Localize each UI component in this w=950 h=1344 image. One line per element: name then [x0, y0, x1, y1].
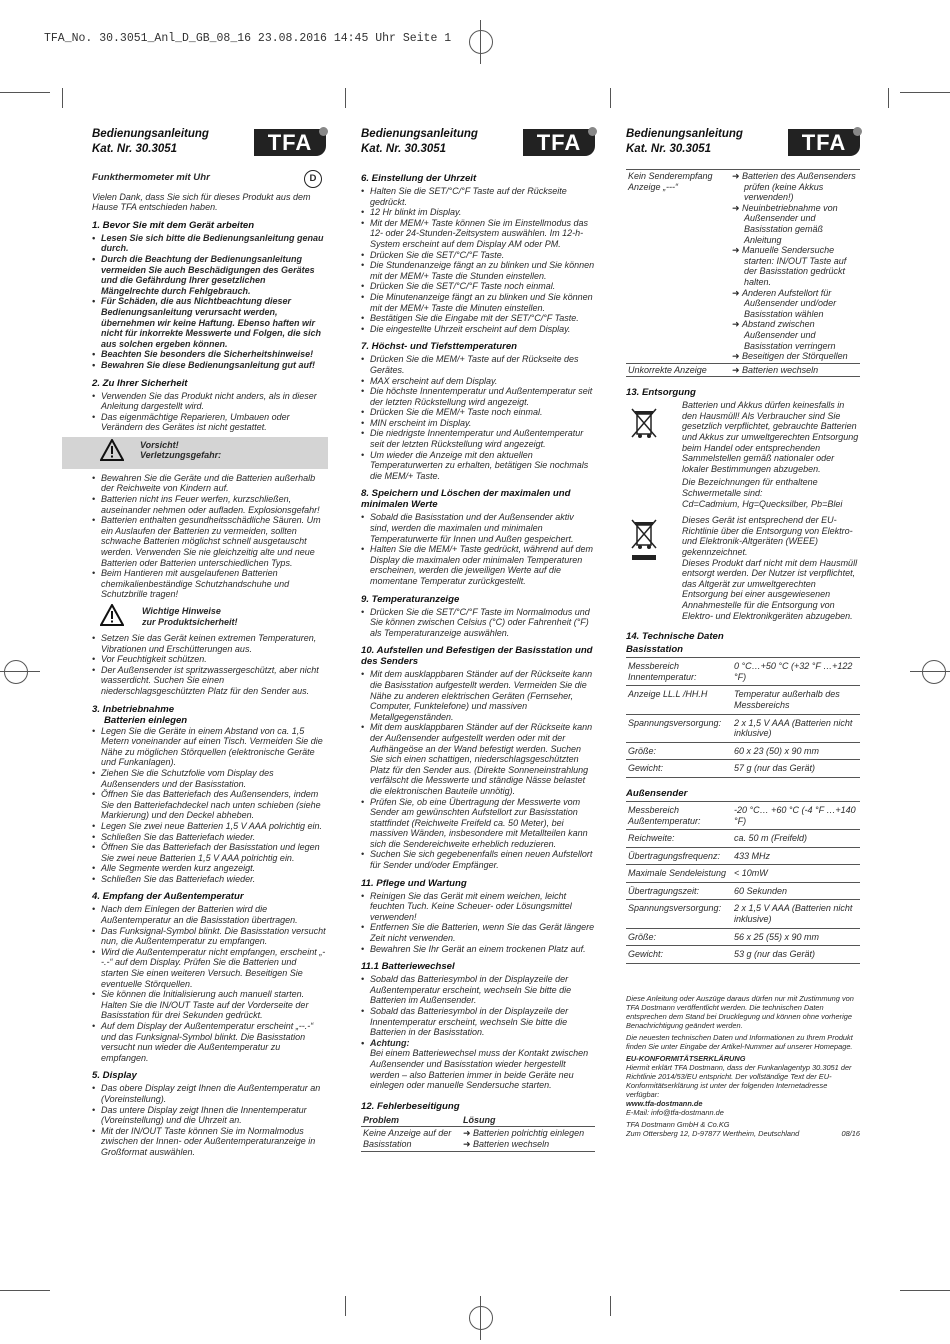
note-title: Wichtige Hinweise: [142, 606, 221, 616]
crop-mark: [900, 1290, 950, 1291]
spec-value: Temperatur außerhalb des Messbereichs: [732, 686, 860, 714]
table-row: [626, 760, 860, 778]
column-2: [361, 127, 595, 1152]
spec-value: ca. 50 m (Freifeld): [732, 830, 860, 848]
crop-mark: [900, 92, 950, 93]
section-list: [361, 607, 595, 639]
disposal-weee: [626, 515, 860, 621]
section-heading: 11. Pflege und Wartung: [361, 877, 467, 889]
section-list: [361, 891, 595, 955]
spec-value: 60 x 23 (50) x 90 mm: [732, 742, 860, 760]
solution-text: Anderen Aufstellort für Außensender und/oder Basisstation wählen: [742, 287, 837, 319]
solution-text: Neuinbetriebnahme von Außensender und Basisstation gemäß Anleitung: [742, 202, 838, 245]
section-list: [92, 391, 326, 433]
crop-mark: [480, 20, 481, 64]
section-heading: 6. Einstellung der Uhrzeit: [361, 173, 477, 184]
disposal-text: Dieses Gerät ist entsprechend der EU-Richtlinie über die Entsorgung von Elektro- und Elektronik-Altgeräten (WEEE) gekennzeichnet.: [682, 515, 853, 557]
safety-note: [92, 606, 326, 630]
section-list: [92, 473, 326, 600]
registration-mark-icon: [469, 1306, 493, 1330]
spec-label: Anzeige LL.L /HH.H: [626, 686, 732, 714]
list-item: • Beachten Sie besonders die Sicherheitshinweise!: [92, 349, 326, 360]
solution-text: Batterien des Außensenders prüfen (keine Akkus verwenden!): [742, 171, 856, 203]
table-row: [626, 714, 860, 742]
section-list: [92, 1083, 326, 1157]
product-title: [92, 173, 326, 184]
section-heading: 5. Display: [92, 1070, 137, 1082]
troubleshooting-table: [361, 1114, 595, 1152]
list-item: • Drücken Sie die MEM/+ Taste auf der Rückseite des Gerätes.: [361, 354, 595, 375]
list-item: • Das obere Display zeigt Ihnen die Außentemperatur an (Voreinstellung).: [92, 1083, 326, 1104]
list-item: • Batterien enthalten gesundheitsschädliche Säuren. Um ein Auslaufen der Batterien zu vermeiden, sollten schwache Batterien möglichst schnell ausgetauscht werden. Verwenden Sie nie gleichzeitig alte und neue Batterien oder Batterien unterschiedlichen Typs.: [92, 515, 326, 568]
section-heading: 1. Bevor Sie mit dem Gerät arbeiten: [92, 219, 255, 231]
list-item: • Legen Sie die Geräte in einem Abstand von ca. 1,5 Metern voneinander auf einen Tisch. Vermeiden Sie die Nähe zu möglichen Störquellen (elektronische Geräte und Funkanlagen).: [92, 726, 326, 768]
arrow-icon: ➜: [732, 351, 743, 362]
page-header: [92, 127, 326, 165]
battery-note: Bei einem Batteriewechsel muss der Kontakt zwischen Außensender und Basisstation wieder hergestellt werden – also Batterien immer in beide Geräte neu einlegen oder manuelle Sendersuche starten.: [370, 1048, 589, 1091]
list-item: • Bewahren Sie die Geräte und die Batterien außerhalb der Reichweite von Kindern auf.: [92, 473, 326, 494]
list-item: • Das eigenmächtige Reparieren, Umbauen oder Verändern des Gerätes ist nicht gestattet.: [92, 412, 326, 433]
column-1: [92, 127, 326, 1158]
list-item: • Mit dem ausklappbaren Ständer auf der Rückseite kann der Außensender aufgestellt werden oder mit der Aufhängeöse an der Wand befestigt werden. Suchen Sie sich einen schattigen, niederschlagsgeschützten Platz für den Sender aus. (Direkte Sonneneinstrahlung verfälscht die Messwerte und ständige Nässe belastet die elektronischen Bauteile unnötig).: [361, 722, 595, 796]
list-item: • Suchen Sie sich gegebenenfalls einen neuen Aufstellort für Sender und/oder Empfänger.: [361, 849, 595, 870]
list-item: • Halten Sie die MEM/+ Taste gedrückt, während auf dem Display die maximalen oder minimalen Temperaturen erscheinen, werden die jeweiligen Werte auf die momentane Temperatur zurückgestellt.: [361, 544, 595, 586]
registration-mark-icon: [4, 660, 28, 684]
crop-mark: [610, 88, 611, 108]
spec-value: 53 g (nur das Gerät): [732, 946, 860, 964]
crop-mark: [0, 1290, 50, 1291]
problem-cell: Keine Anzeige auf der Basisstation: [361, 1127, 461, 1151]
list-item: • Verwenden Sie das Produkt nicht anders, als in dieser Anleitung dargestellt wird.: [92, 391, 326, 412]
doc-title: Bedienungsanleitung: [92, 128, 209, 140]
warning-icon: [100, 439, 124, 461]
product-name: Funkthermometer mit Uhr: [92, 172, 210, 183]
intro-text: Vielen Dank, dass Sie sich für dieses Produkt aus dem Hause TFA entschieden haben.: [92, 191, 311, 213]
spec-label: Spannungsversorgung:: [626, 900, 732, 928]
table-row: [626, 801, 860, 829]
spec-label: Übertragungszeit:: [626, 882, 732, 900]
list-item: • Der Außensender ist spritzwassergeschützt, aber nicht wasserdicht. Suchen Sie einen niederschlagsgeschützten Platz für den Sender aus.: [92, 665, 326, 697]
page-header: [361, 127, 595, 165]
section-heading: 10. Aufstellen und Befestigen der Basisstation und des Senders: [361, 645, 593, 668]
list-item: • Alle Segmente werden kurz angezeigt.: [92, 863, 326, 874]
list-item: • Reinigen Sie das Gerät mit einem weichen, leicht feuchten Tuch. Keine Scheuer- oder Lösungsmittel verwenden!: [361, 891, 595, 923]
address-line: [626, 1129, 860, 1138]
list-item: • Die niedrigste Innentemperatur und Außentemperatur seit der letzten Rückstellung wird angezeigt.: [361, 428, 595, 449]
section-heading: 13. Entsorgung: [626, 387, 696, 399]
table-row: [626, 847, 860, 865]
problem-cell: Kein Senderempfang Anzeige „---“: [626, 170, 730, 364]
section-heading: 9. Temperaturanzeige: [361, 593, 460, 605]
warning-icon: [100, 604, 124, 626]
section-heading: 14. Technische Daten: [626, 631, 724, 643]
column-3: [626, 127, 860, 1138]
section-list: [361, 512, 595, 586]
print-slug: TFA_No. 30.3051_Anl_D_GB_08_16 23.08.2016 14:45 Uhr Seite 1: [44, 32, 452, 45]
section-list: [361, 974, 595, 1048]
list-item: • Schließen Sie das Batteriefach wieder.: [92, 832, 326, 843]
table-row: [626, 830, 860, 848]
footer-text: Hiermit erklärt TFA Dostmann, dass der Funkanlagentyp 30.3051 der Richtlinie 2014/53/EU entspricht. Der vollständige Text der EU-Konformitätserklärung ist unter der folgenden Internetadresse verfügbar:: [626, 1062, 852, 1099]
solution-text: Manuelle Sendersuche starten: IN/OUT Taste auf der Basisstation gedrückt halten.: [742, 245, 847, 287]
list-item: • Bestätigen Sie die Eingabe mit der SET/°C/°F Taste.: [361, 313, 595, 324]
section-list: [92, 233, 326, 371]
section-heading-text: 3. Inbetriebnahme: [92, 703, 175, 715]
crossed-bin-icon: [626, 517, 662, 563]
list-item: • Das Funksignal-Symbol blinkt. Die Basisstation versucht nun, die Außentemperatur zu empfangen.: [92, 926, 326, 947]
doc-title: Bedienungsanleitung: [626, 128, 743, 140]
list-item: • Achtung:: [361, 1038, 595, 1049]
section-list: [92, 633, 326, 697]
arrow-icon: ➜: [732, 245, 743, 256]
solution-text: Beseitigen der Störquellen: [742, 351, 848, 362]
list-item: • Um wieder die Anzeige mit den aktuellen Temperaturwerten zu erhalten, betätigen Sie nochmals die MEM/+ Taste.: [361, 450, 595, 482]
table-row: [626, 686, 860, 714]
list-item: • Beim Hantieren mit ausgelaufenen Batterien chemikalienbeständige Schutzhandschuhe und Schutzbrille tragen!: [92, 568, 326, 600]
list-item: • Sobald die Basisstation und der Außensender aktiv sind, werden die maximalen und minimalen Temperaturwerte für Innen und Außen gespeichert.: [361, 512, 595, 544]
crop-mark: [480, 1296, 481, 1340]
solution-text: Batterien polrichtig einlegen: [473, 1128, 585, 1139]
list-item: • Die höchste Innentemperatur und Außentemperatur seit der letzten Rückstellung wird angezeigt.: [361, 386, 595, 407]
table-row: [626, 742, 860, 760]
note-subtitle: zur Produktsicherheit!: [142, 616, 238, 627]
table-row: [626, 928, 860, 946]
arrow-icon: ➜: [463, 1138, 474, 1149]
company-address: Zum Ottersberg 12, D-97877 Wertheim, Deutschland: [626, 1128, 800, 1138]
solution-cell: [730, 170, 860, 364]
disposal-text: Die Bezeichnungen für enthaltene Schwermetalle sind:: [682, 477, 818, 499]
spec-value: 0 °C…+50 °C (+32 °F …+122 °F): [732, 658, 860, 686]
subsection-heading: Batterien einlegen: [104, 714, 188, 726]
page-header: [626, 127, 860, 165]
spec-label: Größe:: [626, 928, 732, 946]
section-list: [361, 354, 595, 481]
list-item: • Die Minutenanzeige fängt an zu blinken und Sie können mit der MEM/+ Taste die Minuten einstellen.: [361, 292, 595, 313]
list-item: • Öffnen Sie das Batteriefach der Basisstation und legen Sie zwei neue Batterien 1,5 V AAA polrichtig ein.: [92, 842, 326, 863]
list-item: • Halten Sie die SET/°C/°F Taste auf der Rückseite gedrückt.: [361, 186, 595, 207]
list-item: • Nach dem Einlegen der Batterien wird die Außentemperatur an die Basisstation übertragen.: [92, 904, 326, 925]
list-item: • Drücken Sie die SET/°C/°F Taste im Normalmodus und Sie können zwischen Celsius (°C) oder Fahrenheit (°F) als Temperaturanzeige auswählen.: [361, 607, 595, 639]
list-item: • Legen Sie zwei neue Batterien 1,5 V AAA polrichtig ein.: [92, 821, 326, 832]
caution-title: Vorsicht!: [140, 439, 179, 450]
spec-value: < 10mW: [732, 865, 860, 883]
list-item: • Öffnen Sie das Batteriefach des Außensenders, indem Sie den Batteriefachdeckel nach unten schieben (siehe Markierung) und den Deckel abheben.: [92, 789, 326, 821]
disposal-text: Batterien und Akkus dürfen keinesfalls in den Hausmüll! Als Verbraucher sind Sie gesetzlich verpflichtet, gebrauchte Batterien und Akkus zur umweltgerechten Entsorgung beim Handel oder entsprechenden Sammelstellen gemäß nationaler oder lokaler Bestimmungen abzugeben.: [682, 400, 859, 474]
subsection-heading: Basisstation: [626, 644, 684, 656]
spec-label: Messbereich Außentemperatur:: [626, 801, 732, 829]
list-item: • Entfernen Sie die Batterien, wenn Sie das Gerät längere Zeit nicht verwenden.: [361, 922, 595, 943]
list-item: • Sobald das Batteriesymbol in der Displayzeile der Innentemperatur erscheint, wechseln Sie bitte die Batterien in der Basisstation.: [361, 1006, 595, 1038]
tfa-logo: TFA: [523, 129, 595, 156]
footer-text: Diese Anleitung oder Auszüge daraus dürfen nur mit Zustimmung von TFA Dostmann veröffentlicht werden. Die technischen Daten entsprechen dem Stand bei Drucklegung und können ohne vorherige Benachrichtigung geändert werden.: [626, 993, 854, 1030]
table-row: [361, 1127, 595, 1151]
spec-label: Übertragungsfrequenz:: [626, 847, 732, 865]
section-heading: 7. Höchst- und Tiefsttemperaturen: [361, 341, 518, 353]
language-badge: D: [304, 170, 322, 188]
crossed-bin-icon: [626, 406, 662, 440]
email-link[interactable]: E-Mail: info@tfa-dostmann.de: [626, 1107, 724, 1117]
list-item: • Das untere Display zeigt Ihnen die Innentemperatur (Voreinstellung) und die Uhrzeit an.: [92, 1105, 326, 1126]
table-header-row: [361, 1114, 595, 1127]
spec-label: Maximale Sendeleistung: [626, 865, 732, 883]
table-row: [626, 658, 860, 686]
registration-mark-icon: [469, 30, 493, 54]
crop-mark: [888, 88, 889, 108]
catalog-number: Kat. Nr. 30.3051: [626, 142, 712, 155]
solution-cell: [730, 363, 860, 377]
company-name: TFA Dostmann GmbH & Co.KG: [626, 1119, 730, 1129]
section-heading: [92, 704, 326, 726]
spec-value: 433 MHz: [732, 847, 860, 865]
list-item: • Auf dem Display der Außentemperatur erscheint „--.-“ und das Funksignal-Symbol blinkt. Die Basisstation versucht nun wieder die Außentemperatur zu empfangen.: [92, 1021, 326, 1063]
list-item: • Mit der IN/OUT Taste können Sie im Normalmodus zwischen der Innen- oder Außentemperaturanzeige in Großformat auswählen.: [92, 1126, 326, 1158]
section-heading: 12. Fehlerbeseitigung: [361, 1100, 460, 1112]
arrow-icon: ➜: [732, 287, 743, 298]
section-list: [92, 904, 326, 1063]
section-list: [361, 186, 595, 334]
crop-mark: [0, 671, 40, 672]
table-row: [626, 900, 860, 928]
list-item: • Drücken Sie die MEM/+ Taste noch einmal.: [361, 407, 595, 418]
list-item: • Vor Feuchtigkeit schützen.: [92, 654, 326, 665]
list-item: • Batterien nicht ins Feuer werfen, kurzschließen, auseinander nehmen oder aufladen. Explosionsgefahr!: [92, 494, 326, 515]
table-header-problem: Problem: [361, 1114, 461, 1127]
list-item: • Durch die Beachtung der Bedienungsanleitung vermeiden Sie auch Beschädigungen des Gerätes und die Gefährdung Ihrer gesetzlichen Mängelrechte durch Fehlgebrauch.: [92, 254, 326, 296]
crop-mark: [610, 1296, 611, 1316]
list-item: • MAX erscheint auf dem Display.: [361, 376, 595, 387]
arrow-icon: ➜: [732, 319, 743, 330]
tfa-logo: TFA: [788, 129, 860, 156]
crop-mark: [0, 92, 50, 93]
section-list: [92, 726, 326, 885]
list-item: • 12 Hr blinkt im Display.: [361, 207, 595, 218]
disposal-text: Dieses Produkt darf nicht mit dem Hausmüll entsorgt werden. Der Nutzer ist verpflichtet, das Altgerät zur umweltgerechten Entsorgung bei einer ausgewiesenen Annahmestelle für die Entsorgung von Elektro- und Elektronikgeräten abzugeben.: [682, 557, 858, 621]
list-item: • Setzen Sie das Gerät keinen extremen Temperaturen, Vibrationen und Erschütterungen aus.: [92, 633, 326, 654]
catalog-number: Kat. Nr. 30.3051: [361, 142, 447, 155]
list-item: • Schließen Sie das Batteriefach wieder.: [92, 874, 326, 885]
section-heading: 2. Zu Ihrer Sicherheit: [92, 377, 188, 389]
table-header-solution: Lösung: [461, 1114, 595, 1127]
list-item: • Lesen Sie sich bitte die Bedienungsanleitung genau durch.: [92, 233, 326, 254]
list-item: • Mit dem ausklappbaren Ständer auf der Rückseite kann die Basisstation aufgestellt werden. Vermeiden Sie die Nähe zu anderen elektrischen Geräten (Fernseher, Computer, Funktelefone) und massiven Metallgegenständen.: [361, 669, 595, 722]
list-item: • Die eingestellte Uhrzeit erscheint auf dem Display.: [361, 324, 595, 335]
crop-mark: [62, 88, 63, 108]
caution-subtitle: Verletzungsgefahr:: [140, 450, 222, 461]
list-item: • Für Schäden, die aus Nichtbeachtung dieser Bedienungsanleitung verursacht werden, übernehmen wir keine Haftung. Ebenso haften wir nicht für inkorrekte Messwerte und Folgen, die sich aus solchen ergeben können.: [92, 296, 326, 349]
list-item: • Wird die Außentemperatur nicht empfangen, erscheint „- -.-“ auf dem Display. Prüfen Sie die Batterien und starten Sie einen weiteren Versuch. Beseitigen Sie eventuelle Störquellen.: [92, 947, 326, 989]
solution-text: Batterien wechseln: [742, 364, 819, 375]
legal-footer: [626, 994, 860, 1138]
spec-label: Spannungsversorgung:: [626, 714, 732, 742]
disposal-text: Cd=Cadmium, Hg=Quecksilber, Pb=Blei: [682, 498, 843, 509]
specs-base-table: [626, 657, 860, 778]
footer-heading: EU-KONFORMITÄTSERKLÄRUNG: [626, 1053, 746, 1063]
section-list: [361, 669, 595, 870]
list-item: • Ziehen Sie die Schutzfolie vom Display des Außensenders und der Basisstation.: [92, 768, 326, 789]
arrow-icon: ➜: [732, 171, 743, 181]
caution-bar: [62, 437, 328, 469]
list-item: • Sie können die Initialisierung auch manuell starten. Halten Sie die IN/OUT Taste auf der Vorderseite der Basisstation für drei Sekunden gedrückt.: [92, 989, 326, 1021]
list-item: • Die Stundenanzeige fängt an zu blinken und Sie können mit der MEM/+ Taste die Stunden einstellen.: [361, 260, 595, 281]
list-item: • Prüfen Sie, ob eine Übertragung der Messwerte vom Sender am gewünschten Aufstellort zur Basisstation stattfindet (Reichweite Freifeld ca. 50 Meter), bei massiven Wänden, insbesondere mit Metallteilen kann sich die Sendereichweite erheblich reduzieren.: [361, 797, 595, 850]
problem-cell: Unkorrekte Anzeige: [626, 363, 730, 377]
list-item: • Bewahren Sie Ihr Gerät an einem trockenen Platz auf.: [361, 944, 595, 955]
spec-label: Gewicht:: [626, 760, 732, 778]
list-item: • MIN erscheint im Display.: [361, 418, 595, 429]
disposal-batteries: [626, 400, 860, 509]
spec-value: 60 Sekunden: [732, 882, 860, 900]
crop-mark: [345, 1296, 346, 1316]
spec-label: Größe:: [626, 742, 732, 760]
troubleshooting-table-continued: [626, 169, 860, 377]
arrow-icon: ➜: [463, 1128, 474, 1139]
specs-sender-table: [626, 801, 860, 964]
doc-title: Bedienungsanleitung: [361, 128, 478, 140]
solution-cell: [461, 1127, 595, 1151]
footer-text: Die neuesten technischen Daten und Informationen zu Ihrem Produkt finden Sie unter Eingabe der Artikel-Nummer auf unserer Homepage.: [626, 1032, 853, 1051]
spec-label: Reichweite:: [626, 830, 732, 848]
spec-value: 2 x 1,5 V AAA (Batterien nicht inklusive): [732, 714, 860, 742]
spec-label: Messbereich Innentemperatur:: [626, 658, 732, 686]
print-date: 08/16: [841, 1128, 860, 1138]
list-item: • Sobald das Batteriesymbol in der Displayzeile der Außentemperatur erscheint, wechseln Sie bitte die Batterien im Außensender.: [361, 974, 595, 1006]
crop-mark: [345, 88, 346, 108]
spec-value: 57 g (nur das Gerät): [732, 760, 860, 778]
spec-label: Gewicht:: [626, 946, 732, 964]
registration-mark-icon: [922, 660, 946, 684]
table-row: [626, 363, 860, 377]
spec-value: -20 °C… +60 °C (-4 °F …+140 °F): [732, 801, 860, 829]
list-item: • Bewahren Sie diese Bedienungsanleitung gut auf!: [92, 360, 326, 371]
list-item: • Drücken Sie die SET/°C/°F Taste noch einmal.: [361, 281, 595, 292]
list-item: • Mit der MEM/+ Taste können Sie im Einstellmodus das 12- oder 24-Stunden-Zeitsystem auswählen. Im 12-h-System erscheint auf dem Display AM oder PM.: [361, 218, 595, 250]
list-item: • Drücken Sie die SET/°C/°F Taste.: [361, 250, 595, 261]
table-row: [626, 882, 860, 900]
section-heading: 4. Empfang der Außentemperatur: [92, 891, 244, 903]
table-row: [626, 170, 860, 364]
spec-value: 2 x 1,5 V AAA (Batterien nicht inklusive): [732, 900, 860, 928]
subsection-heading: Außensender: [626, 787, 688, 799]
table-row: [626, 865, 860, 883]
catalog-number: Kat. Nr. 30.3051: [92, 142, 178, 155]
solution-text: Abstand zwischen Außensender und Basisstation verringern: [742, 319, 836, 351]
table-row: [626, 946, 860, 964]
arrow-icon: ➜: [732, 202, 743, 213]
section-heading: 11.1 Batteriewechsel: [361, 961, 455, 973]
website-link[interactable]: www.tfa-dostmann.de: [626, 1098, 703, 1108]
arrow-icon: ➜: [732, 364, 743, 375]
solution-text: Batterien wechseln: [473, 1138, 550, 1149]
section-heading: 8. Speichern und Löschen der maximalen und minimalen Werte: [361, 488, 571, 511]
tfa-logo: TFA: [254, 129, 326, 156]
crop-mark: [910, 671, 950, 672]
spec-value: 56 x 25 (55) x 90 mm: [732, 928, 860, 946]
